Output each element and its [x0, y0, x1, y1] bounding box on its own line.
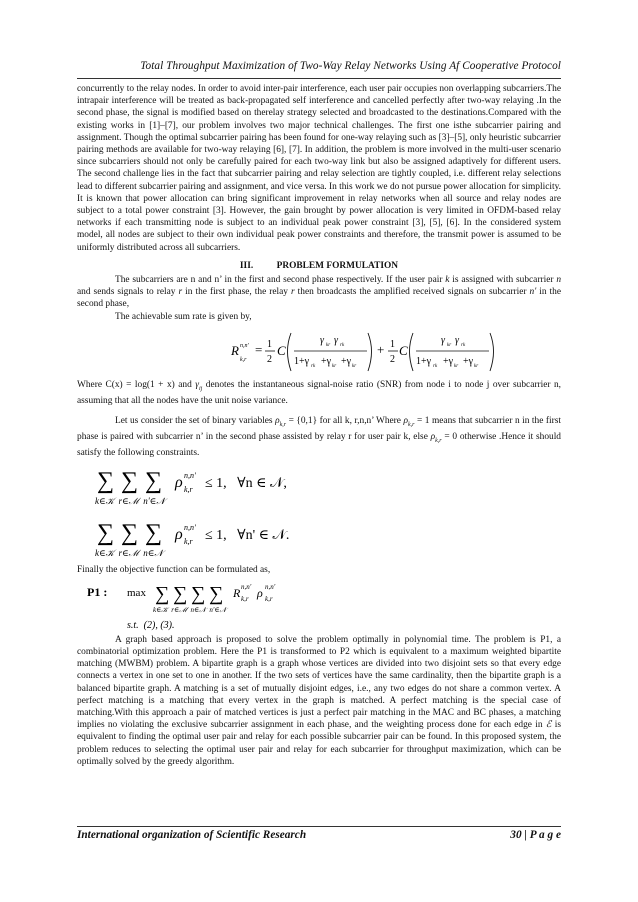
svg-text:∑: ∑ [121, 467, 139, 494]
svg-text:∑: ∑ [145, 519, 163, 546]
svg-text:+: + [377, 341, 385, 357]
svg-text:+γ: +γ [341, 355, 352, 367]
constraint-2-rhs: ≤ 1, ∀n' ∈ 𝒩. [205, 527, 290, 543]
constraint-2 [77, 512, 561, 564]
svg-text:kr: kr [332, 363, 337, 369]
svg-text:∑: ∑ [121, 519, 139, 546]
constraint-2-sub: k∈𝒦 r∈ℳ n∈𝒩 [95, 547, 164, 558]
rate-equation-svg [77, 323, 561, 379]
svg-text:+γ: +γ [443, 355, 454, 367]
svg-text:ρ: ρ [175, 525, 183, 543]
svg-text:γ: γ [455, 334, 459, 346]
body-text [77, 83, 561, 768]
svg-text:γ: γ [320, 334, 324, 346]
svg-text:∑: ∑ [209, 582, 224, 605]
svg-text:k,r: k,r [241, 594, 249, 603]
svg-text:1+γ: 1+γ [294, 355, 310, 367]
svg-text:∑: ∑ [145, 467, 163, 494]
footer-page-number: 30 | P a g e [510, 829, 561, 841]
constraint-2-svg [77, 512, 561, 564]
svg-text:kr: kr [326, 342, 331, 348]
svg-text:n,n': n,n' [265, 582, 276, 591]
svg-text:rk: rk [461, 342, 466, 348]
svg-text:rk: rk [433, 363, 438, 369]
svg-text:k,r: k,r [184, 536, 193, 546]
svg-text:∑: ∑ [191, 582, 206, 605]
svg-text:max: max [127, 586, 146, 599]
constraint-1-svg [77, 460, 561, 512]
svg-text:∑: ∑ [97, 519, 115, 546]
svg-text:ρ: ρ [257, 585, 263, 600]
svg-text:∑: ∑ [173, 582, 188, 605]
svg-text:1+γ: 1+γ [416, 355, 432, 367]
paragraph-subcarriers: The subcarriers are n and n’ in the first and second phase respectively. If the user pair k is assigned with subcarrier n and sends signals to relay r in the first phase, the relay r then broadcasts the amplified received signals on subcarrier n' in the second phase, [77, 275, 561, 310]
constraint-1-rhs: ≤ 1, ∀n ∈ 𝒩, [205, 475, 287, 491]
svg-text:+γ: +γ [321, 355, 332, 367]
paragraph-rate: The achievable sum rate is given by, [115, 311, 252, 322]
svg-text:2: 2 [390, 353, 395, 365]
paper-page [77, 0, 561, 902]
constraint-1 [77, 460, 561, 512]
objective-p1-svg [77, 576, 561, 634]
svg-text:∑: ∑ [97, 467, 115, 494]
running-head: Total Throughput Maximization of Two-Way Relay Networks Using Af Cooperative Protocol [140, 60, 561, 72]
svg-text:k,r: k,r [265, 594, 273, 603]
svg-text:ρ: ρ [175, 473, 183, 491]
svg-text:R: R [233, 585, 241, 600]
svg-text:+γ: +γ [463, 355, 474, 367]
footer-journal: International organization of Scientific Research [77, 829, 307, 841]
svg-text:k,r: k,r [240, 356, 247, 363]
paragraph-intro: concurrently to the relay nodes. In order to avoid inter-pair interference, each user pair occupies non overlapping subcarriers.The intrapair interference will be treated as back-propagated self interference and cancelled perfectly after two-way relaying .In the second phase, the signal is modified based on therelay strategy selected and broadcasted to the destinations.Compared with the existing works in [1]–[7], our problem involves two major technical challenges. The first one isthe subcarrier pairing and assignment. Though the optimal subcarrier pairing has been found for one-way relaying such as [3]–[5], only heuristic subcarrier pairing methods are available for two-way relaying [6], [7]. In addition, the problem is more involved in the multi-user scenario since subcarriers should not only be carefully paired for each two-way link but also be assigned adaptively for different users. The second challenge lies in the fact that subcarrier pairing and relay selection are tightly coupled, i.e. different relay selections lead to different subcarrier pairing and assignment, and vice versa. In this work we do not pursue power allocation for simplicity. It is known that power allocation can bring significant improvement in relay networks when all source and relay nodes are subject to a total power constraint [3]. However, the gain brought by power allocation is very limited in OFDM-based relay networks if each transmitting node is subject to an individual peak power constraint [3], [5], [6]. In the considered system model, all nodes are subject to their own individual peak power constraints and therefore, the transmit power is assumed to be uniformly distributed across all subcarriers. [77, 84, 561, 253]
p1-sub: k∈𝒦 r∈ℳ n∈𝒩 n'∈𝒩 [153, 605, 227, 614]
paragraph-graph: A graph based approach is proposed to solve the problem optimally in polynomial time. The problem is P1, a combinatorial optimization problem. Here the P1 is transformed to P2 which is equivalent to a maximum weighted bipartite matching (MWBM) problem. A bipartite graph is a graph whose vertices are divided into two disjoint sets so that every edge connects a vertex in one set to one in another. If the two sets of vertices have the same cardinality, then the bipartite graph is a balanced bipartite graph. A matching is a set of mutually disjoint edges, i.e., any two edges do not share a common vertex. A perfect matching is a matching that every vertex in the graph is matched. A perfect matching is the special case of matching.With this approach a pair of matched vertices is just a perfect pair matching in the MAC and BC phases, a matching implies no violating the exclusive subcarrier assignment in each phase, and the weighting process done for each edge in ℰ is equivalent to finding the optimal user pair and relay for each possible subcarrier pair can be found. In this proposed system, the problem reduces to selecting the optimal user pair and relay for each subcarrier for throughput maximization, which can be optimally solved by the greedy algorithm. [77, 634, 561, 767]
svg-text:γ: γ [441, 334, 445, 346]
svg-text:∑: ∑ [155, 582, 170, 605]
svg-text:rk: rk [340, 342, 345, 348]
p1-constraints: s.t. (2), (3). [127, 619, 175, 631]
svg-text:kr: kr [352, 363, 357, 369]
svg-text:C: C [277, 342, 286, 358]
section-heading: III. PROBLEM FORMULATION [239, 260, 399, 271]
svg-text:γ: γ [334, 334, 338, 346]
svg-text:n,n': n,n' [184, 470, 196, 480]
svg-text:k,r: k,r [184, 484, 193, 494]
svg-text:n,n': n,n' [241, 582, 252, 591]
svg-text:1: 1 [267, 338, 272, 350]
svg-text:2: 2 [267, 353, 272, 365]
svg-text:n,n': n,n' [184, 522, 196, 532]
paragraph-objective: Finally the objective function can be formulated as, [77, 564, 271, 575]
rate-equation [77, 323, 561, 379]
svg-text:C: C [399, 342, 408, 358]
svg-text:n,n': n,n' [240, 342, 249, 349]
svg-text:1: 1 [390, 338, 395, 350]
rate-lhs: R [231, 342, 239, 358]
objective-p1 [77, 576, 561, 634]
svg-text:=: = [255, 341, 263, 357]
footer-rule [77, 826, 561, 827]
constraint-1-sub: k∈𝒦 r∈ℳ n'∈𝒩 [95, 495, 165, 506]
p1-label: P1 : [87, 584, 108, 599]
paragraph-where: Where C(x) = log(1 + x) and $\gamma_{ij}$ denotes the instantaneous signal-noise ratio (SNR) from node i to node j over subcarrier n, assuming that all the nodes have the unit noise variance. [77, 379, 561, 406]
svg-text:kr: kr [454, 363, 459, 369]
header-rule [77, 78, 561, 79]
svg-text:kr: kr [474, 363, 479, 369]
svg-text:kr: kr [447, 342, 452, 348]
paragraph-binary: Let us consider the set of binary variables $\rho_{k,r} = \{0,1\}$ for all k, r,n,n’ Where $\rho_{k,r} = 1$ means that subcarrier n in the first phase is paired with subcarrier n’ in the second phase assisted by relay r for user pair k, else $\rho_{k,r} = 0$ otherwise .Hence it should satisfy the following constraints. [77, 416, 561, 459]
svg-text:rk: rk [311, 363, 316, 369]
